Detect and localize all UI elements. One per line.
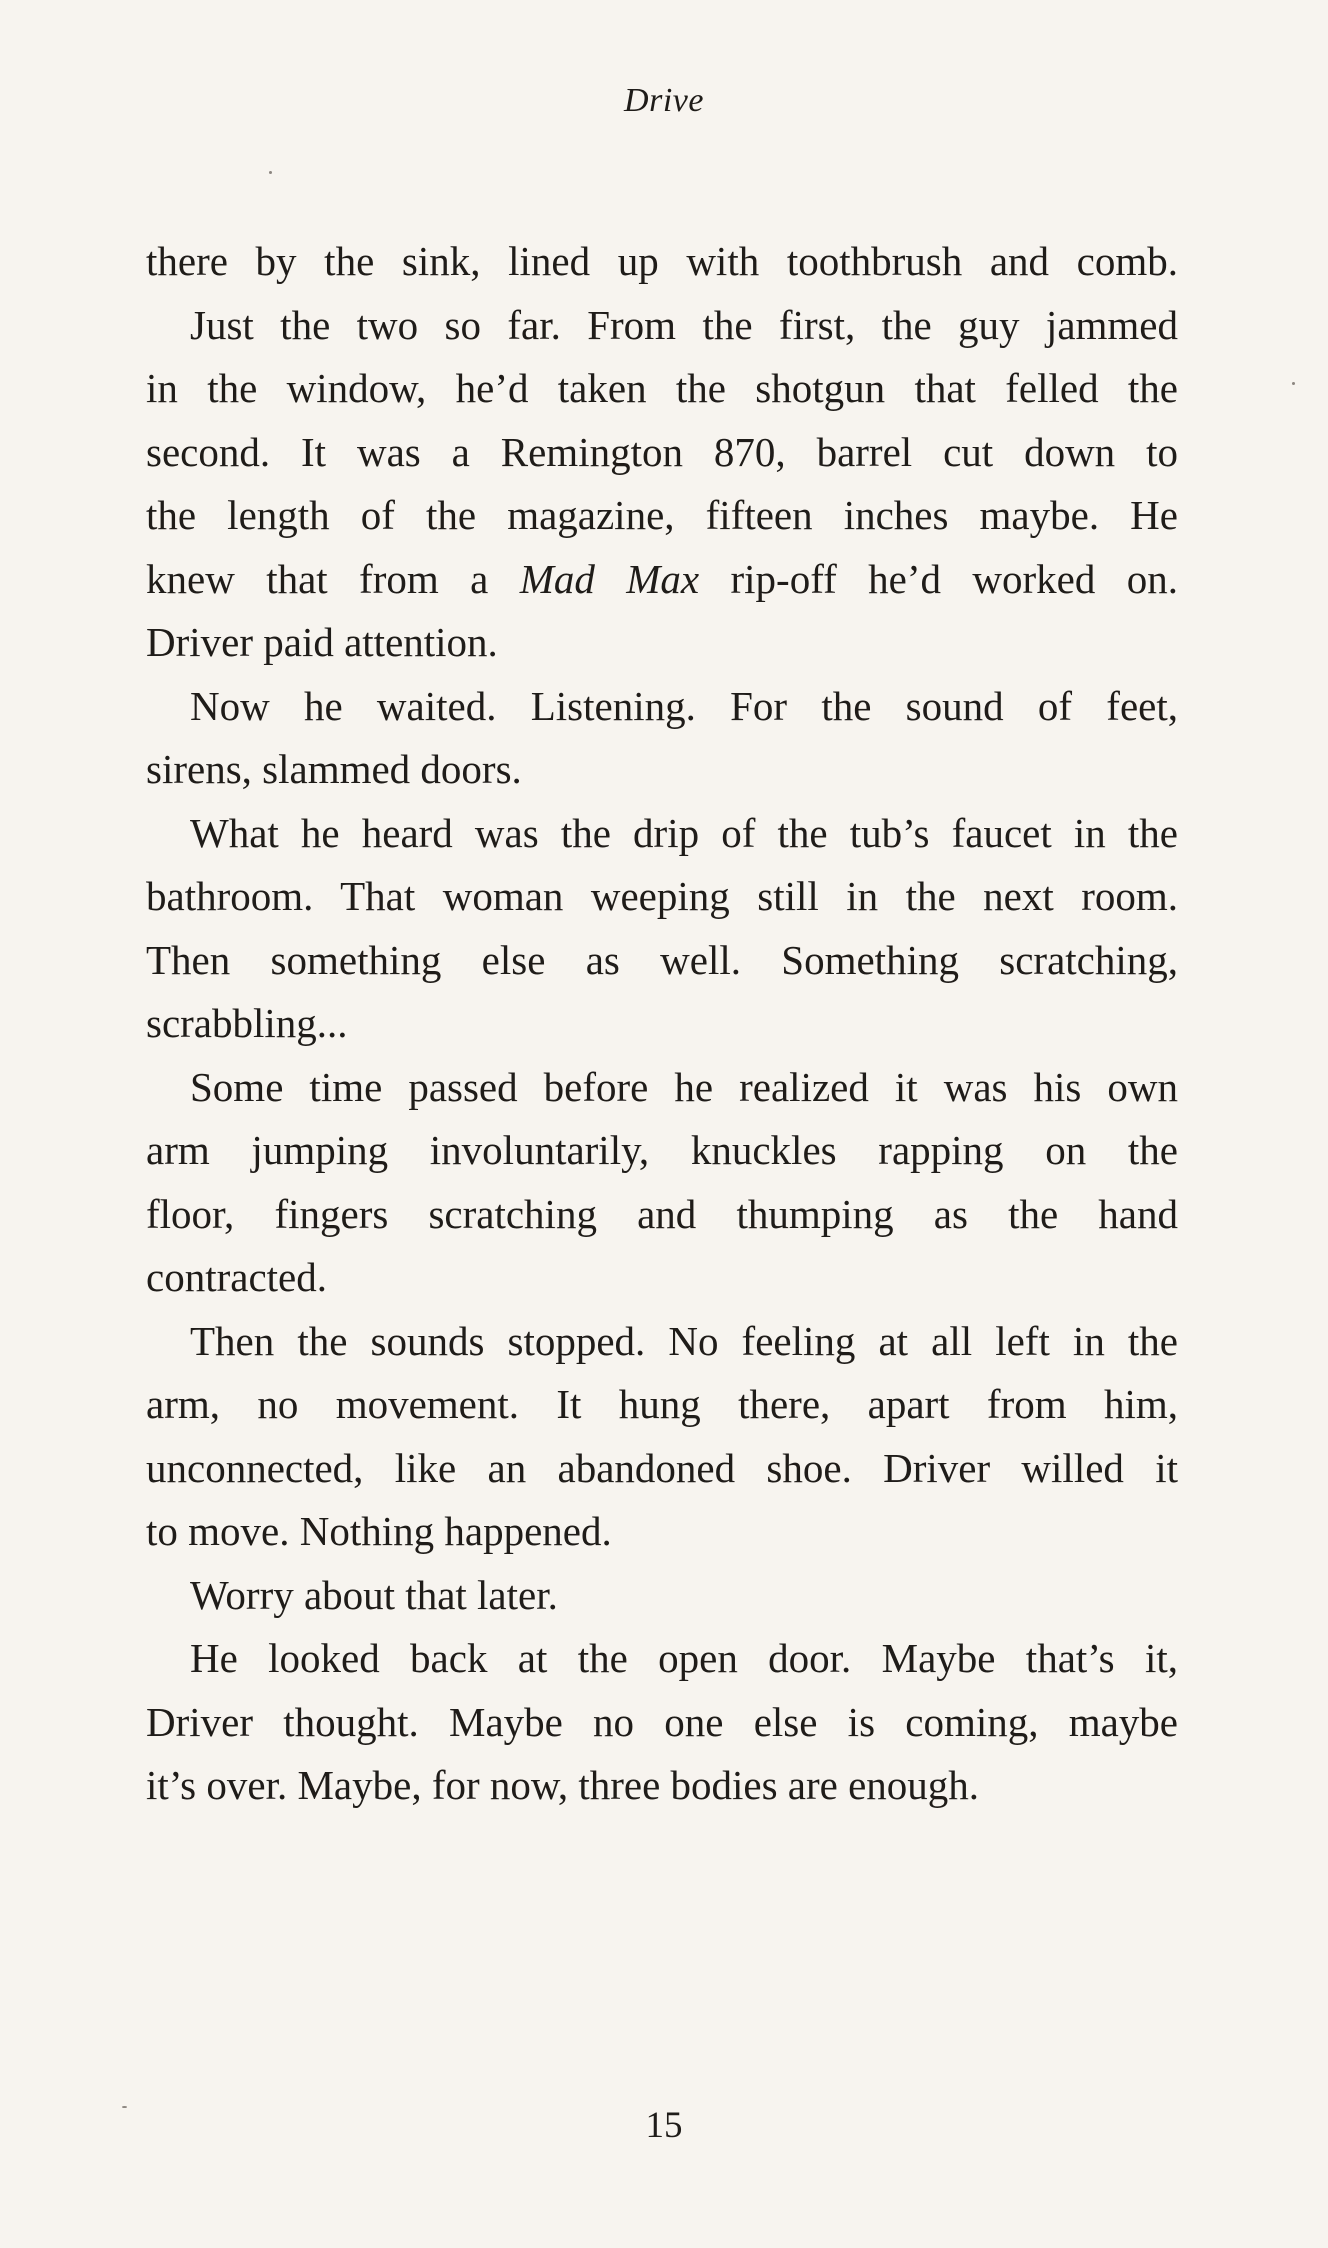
text-line: arm jumping involuntarily, knuckles rapping on the [146,1127,1178,1173]
text-line: Then something else as well. Something scratching, [146,936,1178,983]
text-line: to move. Nothing happened. [146,1508,612,1554]
text-line: Then the sounds stopped. No feeling at all left in the [190,1317,1178,1364]
text-line: sirens, slammed doors. [146,746,522,792]
text-line: arm, no movement. It hung there, apart from him, [146,1381,1178,1427]
text-line: Some time passed before he realized it was his own [190,1063,1178,1110]
text-line: Now he waited. Listening. For the sound of feet, [190,682,1178,729]
paper-speck [122,2106,127,2108]
book-title-italic: Mad Max [519,555,700,602]
paper-speck [269,171,272,174]
text-line: bathroom. That woman weeping still in the next room. [146,873,1178,919]
text-line: unconnected, like an abandoned shoe. Driver willed it [146,1444,1178,1491]
text-line: there by the sink, lined up with toothbrush and comb. [146,238,1178,284]
text-line: What he heard was the drip of the tub’s faucet in the [190,809,1178,856]
text-line: floor, fingers scratching and thumping as the hand [146,1190,1178,1237]
text-line: it’s over. Maybe, for now, three bodies are enough. [146,1762,980,1808]
text-fragment: knew that from a [146,555,489,602]
text-line-mixed [146,548,1178,612]
text-line: Driver paid attention. [146,619,498,665]
text-line: second. It was a Remington 870, barrel cut down to [146,428,1178,475]
text-line: Driver thought. Maybe no one else is coming, maybe [146,1698,1178,1745]
text-line: scrabbling... [146,1000,348,1046]
text-line: contracted. [146,1254,327,1300]
text-line: in the window, he’d taken the shotgun that felled the [146,365,1178,411]
text-line: the length of the magazine, fifteen inches maybe. He [146,492,1178,538]
running-head: Drive [624,82,704,119]
paper-speck [1292,382,1295,385]
text-line: He looked back at the open door. Maybe that’s it, [190,1635,1178,1681]
text-line: Just the two so far. From the first, the guy jammed [190,301,1178,348]
text-fragment: rip-off he’d worked on. [730,555,1178,602]
body-text [146,230,1178,1818]
text-line: Worry about that later. [190,1571,558,1618]
page-number: 15 [645,2105,683,2146]
